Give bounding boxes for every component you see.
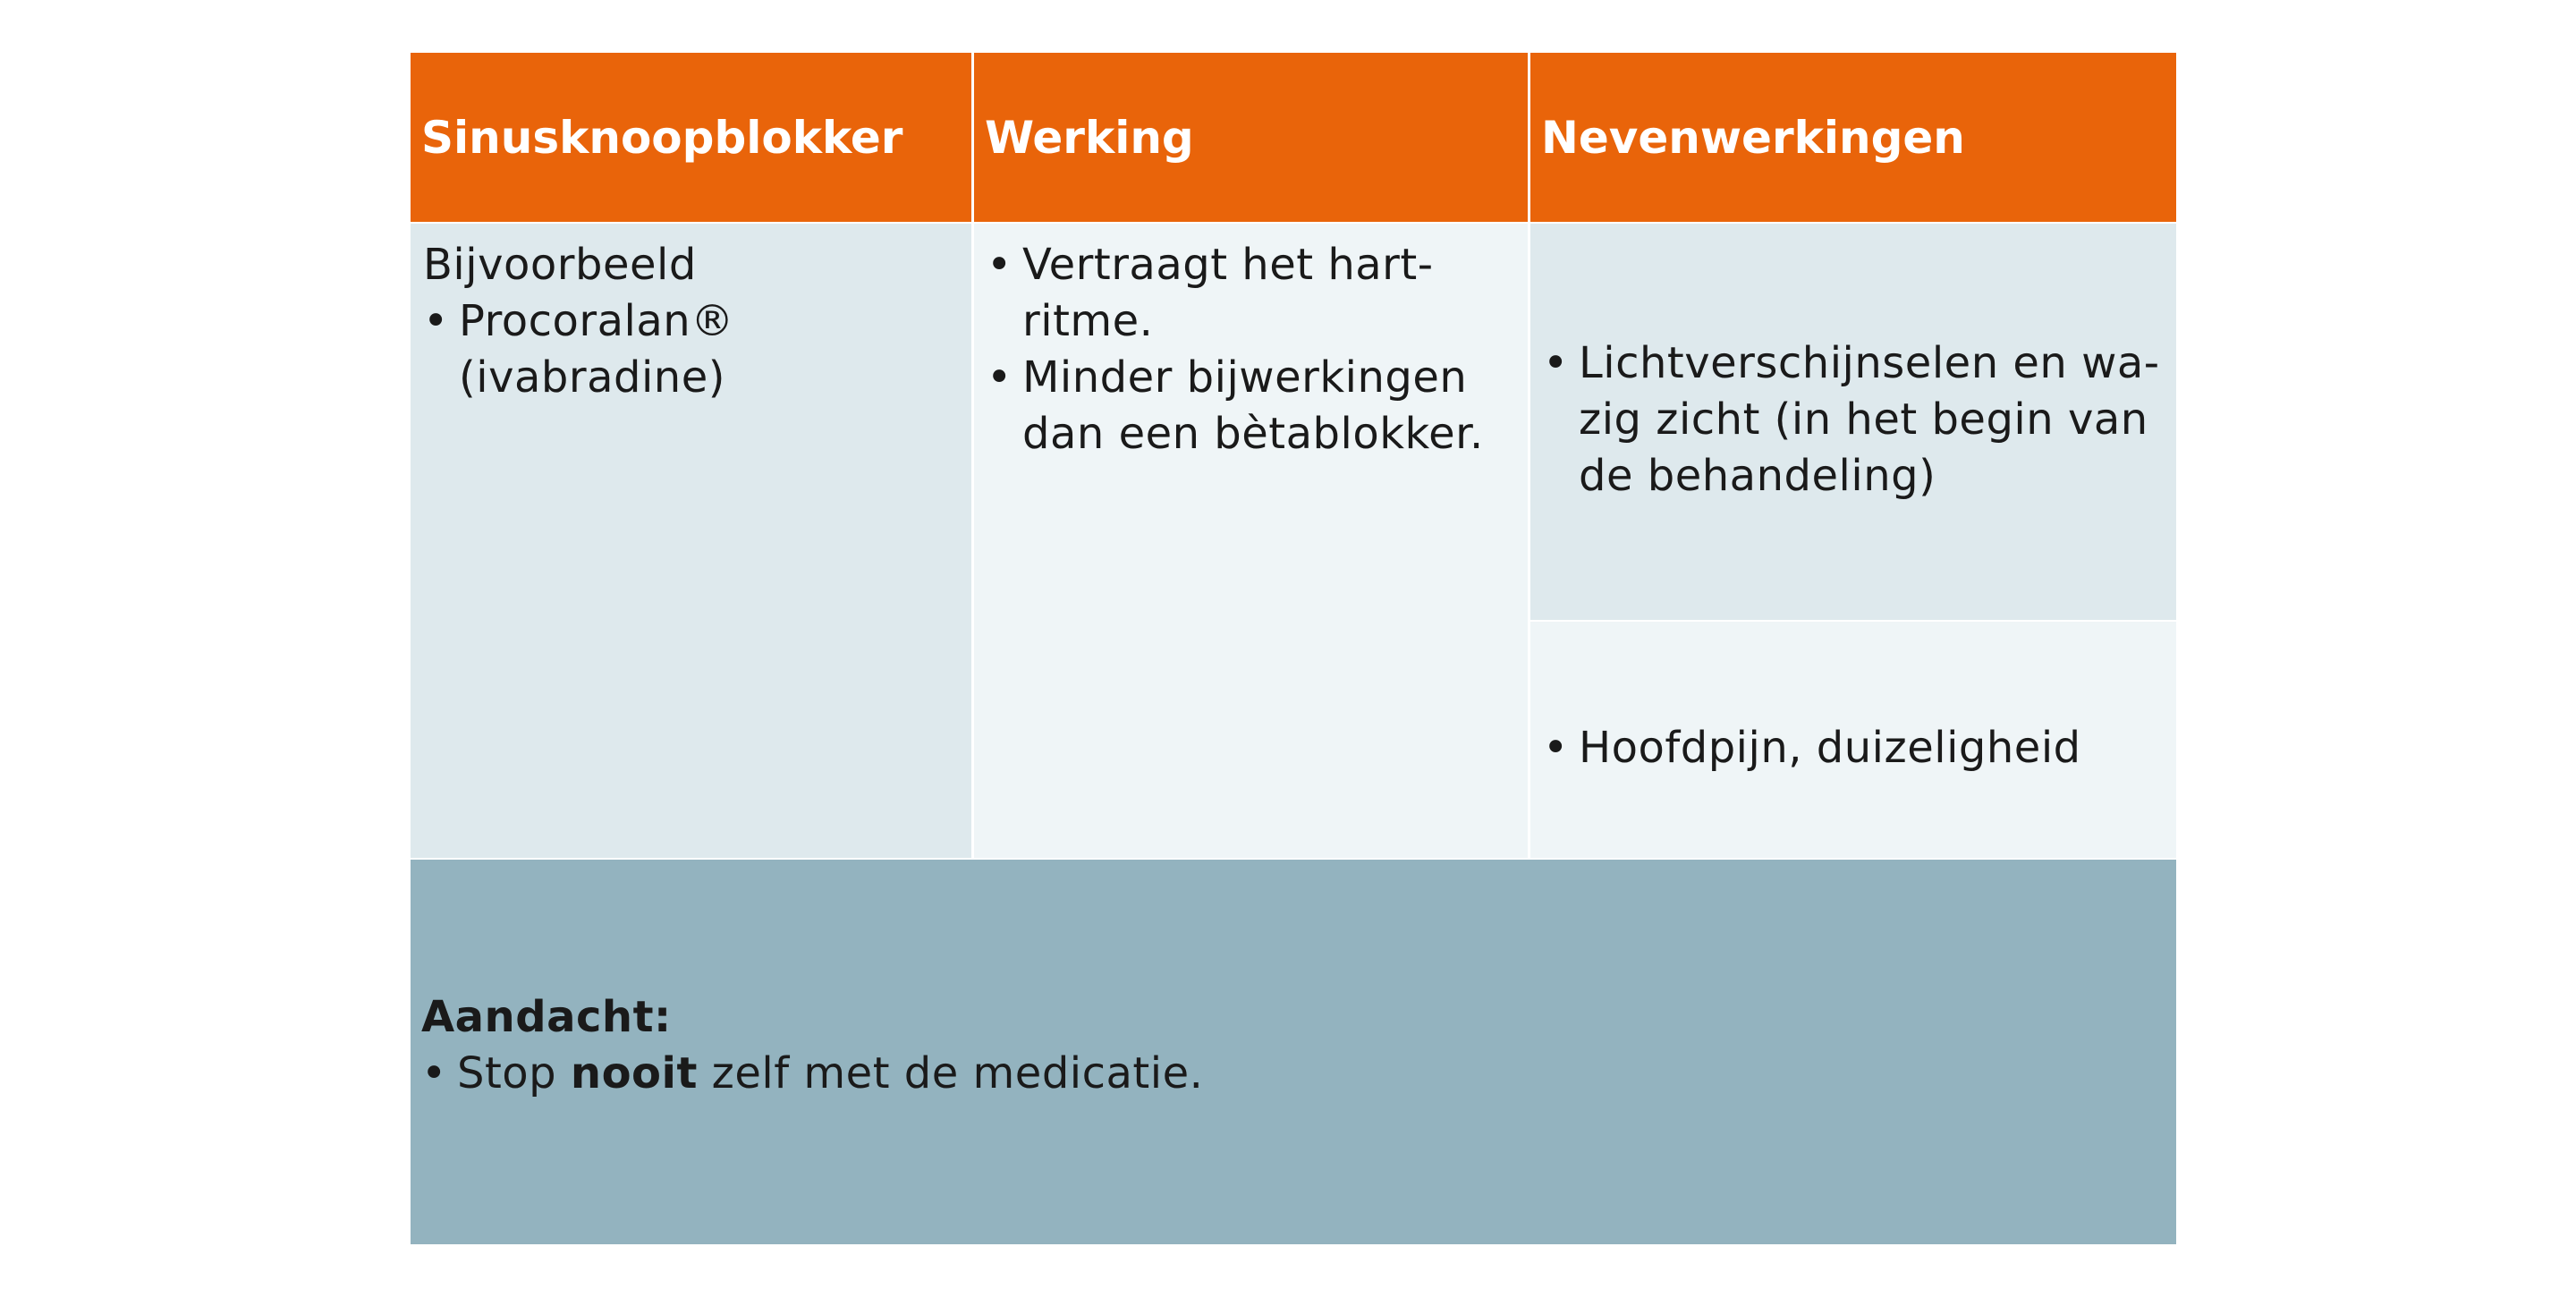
medication-table — [411, 53, 2176, 1244]
attention-emphasis: nooit — [570, 1048, 698, 1098]
bullet-icon: • — [987, 240, 1013, 290]
list-item — [421, 1046, 2176, 1102]
cell-nevenwerking-2 — [1530, 622, 2176, 858]
attention-text-post: zelf met de medicatie. — [697, 1048, 1204, 1098]
header-werking: Werking — [974, 53, 1528, 222]
list-item — [987, 350, 1528, 462]
nevenwerking-list-1 — [1543, 335, 2176, 505]
bullet-icon: • — [421, 1048, 447, 1098]
cell-nevenwerking-1 — [1530, 224, 2176, 620]
attention-text-pre: Stop — [457, 1048, 571, 1098]
example-item: Procoralan® (ivabradine) — [459, 296, 734, 403]
cell-werking — [974, 224, 1528, 858]
bullet-icon: • — [1543, 723, 1569, 773]
example-label: Bijvoorbeeld — [423, 240, 697, 290]
nevenwerking-list-2 — [1543, 720, 2176, 776]
cell-attention — [411, 860, 2176, 1244]
attention-list — [421, 1046, 2176, 1102]
example-list — [423, 293, 971, 406]
attention-title: Aandacht: — [421, 992, 672, 1042]
werking-item: Minder bijwerkingen dan een bètablokker. — [1022, 352, 1484, 459]
list-item — [987, 237, 1528, 350]
werking-item: Vertraagt het hart-ritme. — [1022, 240, 1434, 346]
cell-example — [411, 224, 971, 858]
header-sinusknoopblokker: Sinusknoopblokker — [411, 53, 971, 222]
list-item — [1543, 335, 2176, 505]
list-item — [423, 293, 971, 406]
list-item — [1543, 720, 2176, 776]
werking-list — [987, 237, 1528, 462]
bullet-icon: • — [987, 352, 1013, 403]
nevenwerking-item: Lichtverschijnselen en wa-zig zicht (in het begin van de behandeling) — [1579, 338, 2160, 501]
bullet-icon: • — [423, 296, 449, 346]
nevenwerking-item: Hoofdpijn, duizeligheid — [1579, 723, 2081, 773]
bullet-icon: • — [1543, 338, 1569, 388]
header-nevenwerkingen: Nevenwerkingen — [1530, 53, 2176, 222]
